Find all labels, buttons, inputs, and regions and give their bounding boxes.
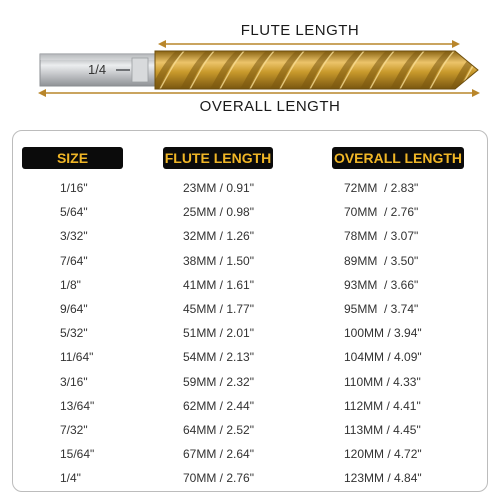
size-cell: 9/64" xyxy=(60,302,88,316)
table-row xyxy=(0,229,500,249)
table-row xyxy=(0,205,500,225)
size-cell: 5/64" xyxy=(60,205,88,220)
flute-length-cell: 32MM / 1.26" xyxy=(183,229,254,244)
flute-length-cell: 23MM / 0.91" xyxy=(183,181,254,195)
flute-length-label: FLUTE LENGTH xyxy=(240,22,360,39)
flute-length-cell: 62MM / 2.44" xyxy=(183,398,254,413)
drill-flute xyxy=(150,51,484,89)
overall-length-cell: 95MM / 3.74" xyxy=(344,302,419,316)
overall-length-cell: 70MM / 2.76" xyxy=(344,205,419,220)
table-row xyxy=(0,181,500,201)
table-row xyxy=(0,278,500,298)
flute-length-cell: 25MM / 0.98" xyxy=(183,205,254,220)
size-cell: 7/32" xyxy=(60,423,88,437)
table-row xyxy=(0,471,500,491)
flute-length-cell: 64MM / 2.52" xyxy=(183,423,254,437)
overall-length-cell: 78MM / 3.07" xyxy=(344,229,419,244)
flute-length-cell: 41MM / 1.61" xyxy=(183,277,254,292)
flute-length-cell: 67MM / 2.64" xyxy=(183,447,254,462)
table-row xyxy=(0,423,500,443)
size-column-header: SIZE xyxy=(22,147,123,169)
overall-length-cell: 110MM / 4.33" xyxy=(344,374,421,389)
overall-length-cell: 112MM / 4.41" xyxy=(344,398,421,413)
table-row xyxy=(0,375,500,395)
table-row xyxy=(0,447,500,467)
overall-length-label: OVERALL LENGTH xyxy=(199,98,341,115)
flute-length-cell: 38MM / 1.50" xyxy=(183,253,254,268)
table-row xyxy=(0,254,500,274)
size-cell: 1/4" xyxy=(60,471,81,486)
flute-length-arrow xyxy=(158,40,460,48)
flute-length-column-header: FLUTE LENGTH xyxy=(163,147,273,169)
size-cell: 3/16" xyxy=(60,374,88,389)
size-cell: 1/8" xyxy=(60,277,81,292)
overall-length-cell: 72MM / 2.83" xyxy=(344,181,419,195)
overall-length-cell: 100MM / 3.94" xyxy=(344,326,422,341)
size-cell: 7/64" xyxy=(60,253,88,268)
overall-length-column-header: OVERALL LENGTH xyxy=(332,147,464,169)
size-cell: 13/64" xyxy=(60,398,95,413)
drill-bit-diagram xyxy=(0,0,500,122)
overall-length-cell: 120MM / 4.72" xyxy=(344,447,422,462)
overall-length-arrow xyxy=(38,89,480,97)
overall-length-cell: 89MM / 3.50" xyxy=(344,253,419,268)
overall-length-cell: 113MM / 4.45" xyxy=(344,423,421,437)
overall-length-cell: 123MM / 4.84" xyxy=(344,471,422,486)
flute-length-cell: 45MM / 1.77" xyxy=(183,302,254,316)
size-cell: 3/32" xyxy=(60,229,88,244)
size-cell: 11/64" xyxy=(60,350,94,365)
flute-length-cell: 51MM / 2.01" xyxy=(183,326,254,341)
size-cell: 5/32" xyxy=(60,326,88,341)
size-cell: 15/64" xyxy=(60,447,95,462)
table-row xyxy=(0,350,500,370)
overall-length-cell: 104MM / 4.09" xyxy=(344,350,422,365)
table-row xyxy=(0,326,500,346)
flute-length-cell: 54MM / 2.13" xyxy=(183,350,254,365)
flute-length-cell: 70MM / 2.76" xyxy=(183,471,254,486)
size-cell: 1/16" xyxy=(60,181,88,195)
shank-size-marking: 1/4 xyxy=(88,62,107,77)
table-row xyxy=(0,399,500,419)
flute-length-cell: 59MM / 2.32" xyxy=(183,374,254,389)
table-row xyxy=(0,302,500,322)
overall-length-cell: 93MM / 3.66" xyxy=(344,277,419,292)
